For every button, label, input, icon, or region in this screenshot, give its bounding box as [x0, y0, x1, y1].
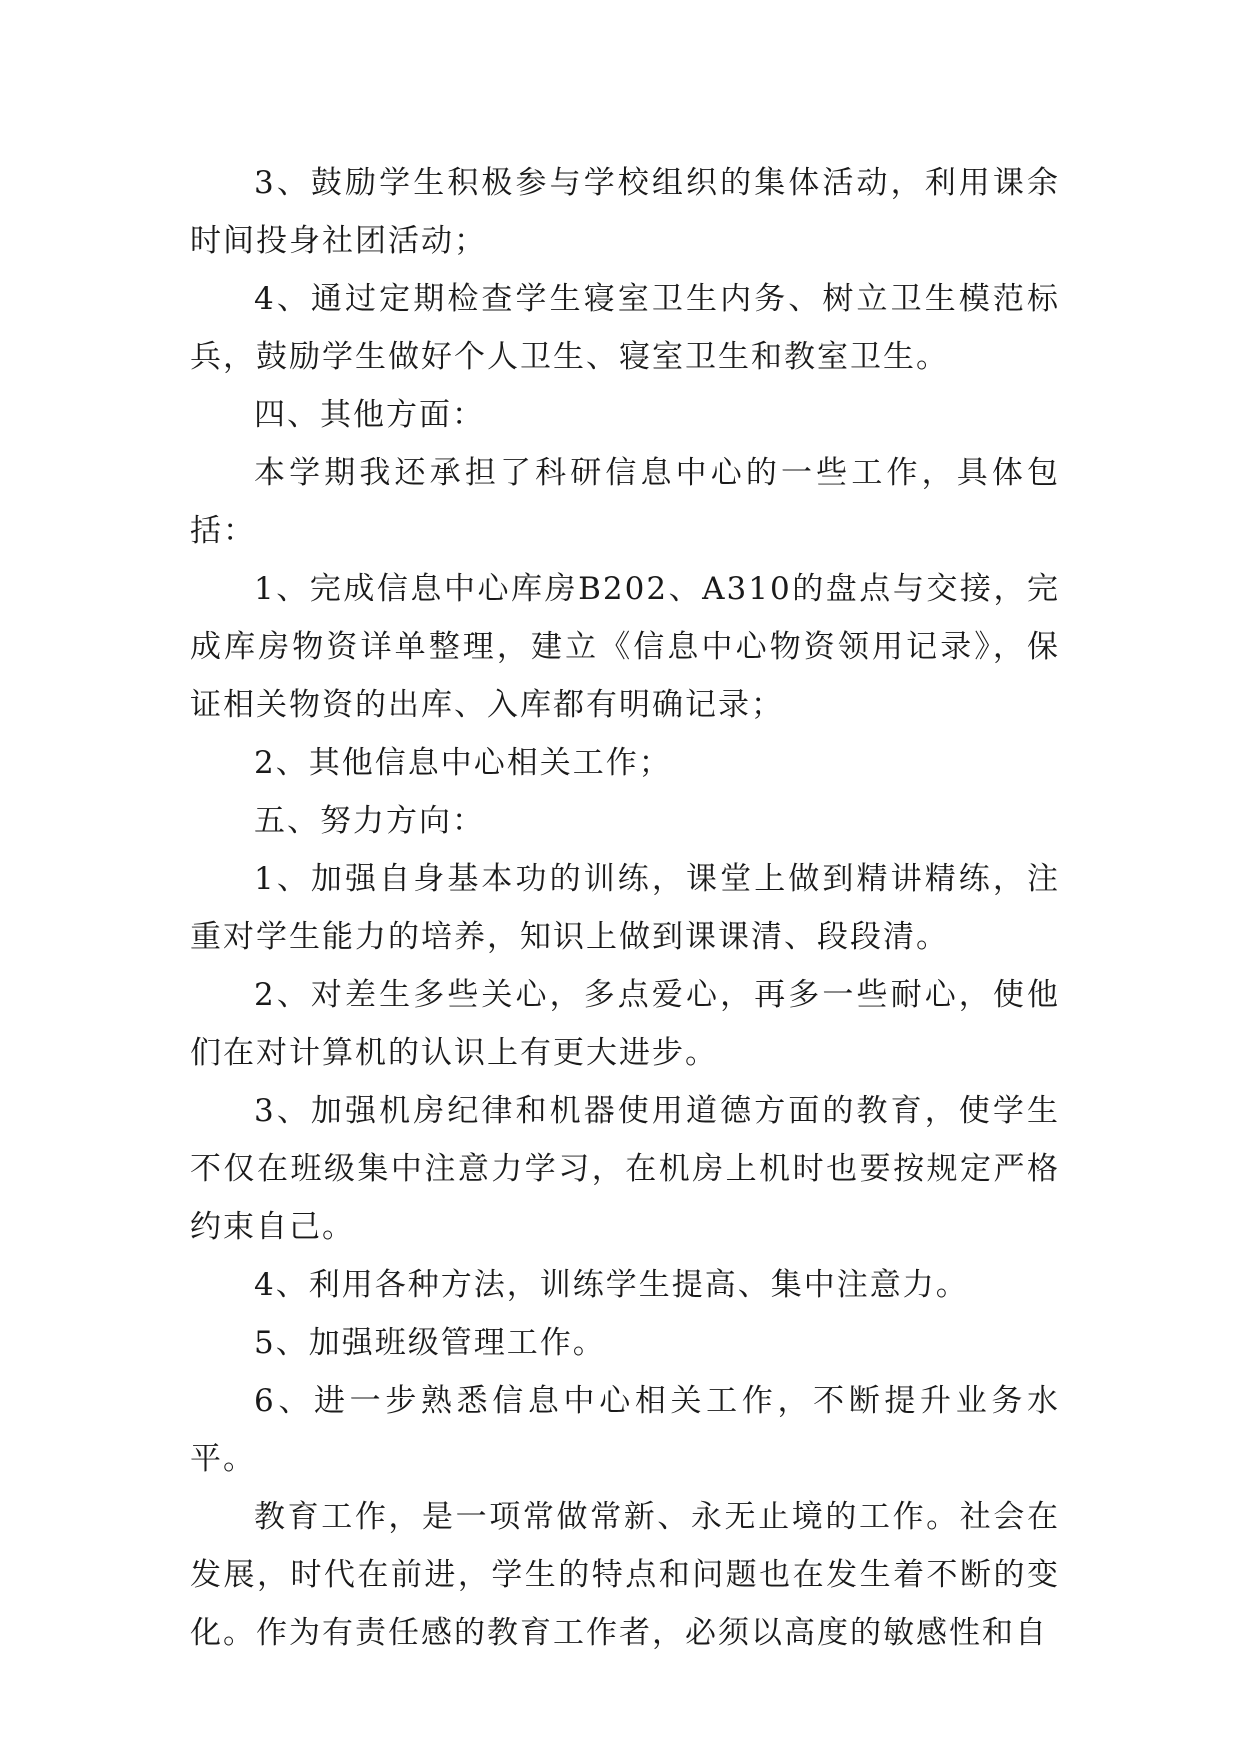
section-heading-other-aspects: 四、其他方面： [254, 397, 485, 433]
paragraph-item-3-lab-discipline: 3、加强机房纪律和机器使用道德方面的教育，使学生不仅在班级集中注意力学习，在机房上机时也要按规定严格约束自己。 [190, 1093, 1060, 1245]
paragraph-research-info-center-intro: 本学期我还承担了科研信息中心的一些工作，具体包括： [190, 455, 1060, 549]
paragraph-item-4-dorm-hygiene: 4、通过定期检查学生寝室卫生内务、树立卫生模范标兵，鼓励学生做好个人卫生、寝室卫生和教室卫生。 [190, 281, 1060, 375]
paragraph-item-2-care-for-students: 2、对差生多些关心，多点爱心，再多一些耐心，使他们在对计算机的认识上有更大进步。 [190, 977, 1060, 1071]
paragraph-item-6-info-center-skills: 6、进一步熟悉信息中心相关工作，不断提升业务水平。 [190, 1383, 1060, 1477]
paragraph-education-conclusion: 教育工作，是一项常做常新、永无止境的工作。社会在发展，时代在前进，学生的特点和问题也在发生着不断的变化。作为有责任感的教育工作者，必须以高度的敏感性和自 [190, 1499, 1060, 1651]
document-body [190, 154, 1060, 1662]
paragraph-item-5-class-management: 5、加强班级管理工作。 [254, 1325, 606, 1361]
section-heading-effort-direction: 五、努力方向： [254, 803, 485, 839]
paragraph-item-4-attention-training: 4、利用各种方法，训练学生提高、集中注意力。 [254, 1267, 969, 1303]
paragraph-item-3-encourage-activities: 3、鼓励学生积极参与学校组织的集体活动，利用课余时间投身社团活动； [190, 165, 1060, 259]
paragraph-item-1-warehouse-inventory: 1、完成信息中心库房B202、A310的盘点与交接，完成库房物资详单整理，建立《信息中心物资领用记录》，保证相关物资的出库、入库都有明确记录； [190, 571, 1060, 723]
paragraph-item-2-other-work: 2、其他信息中心相关工作； [254, 745, 672, 781]
paragraph-item-1-basic-skills: 1、加强自身基本功的训练，课堂上做到精讲精练，注重对学生能力的培养，知识上做到课课清、段段清。 [190, 861, 1060, 955]
